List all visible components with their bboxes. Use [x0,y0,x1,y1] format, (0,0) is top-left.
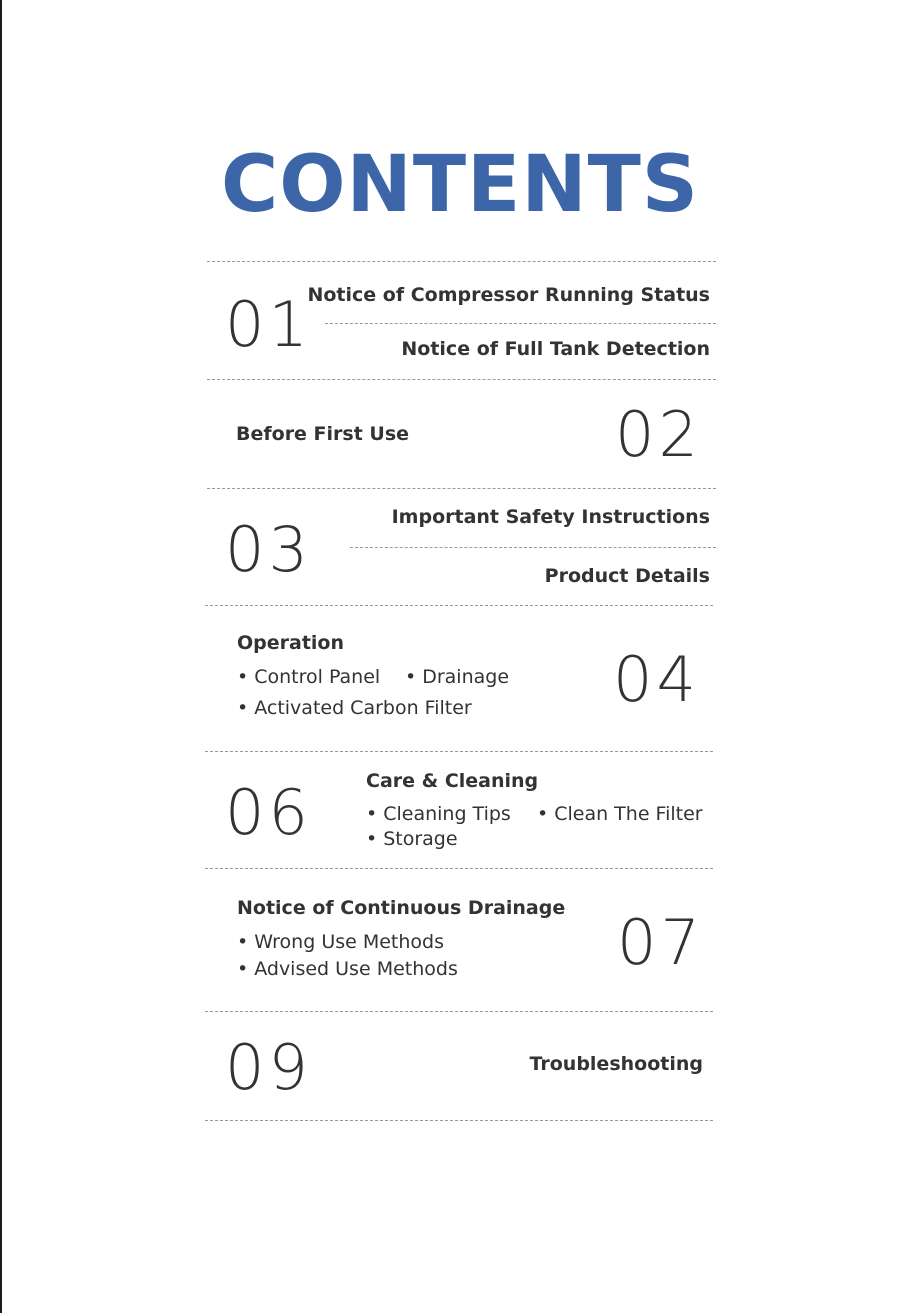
divider [207,488,716,489]
divider [205,868,713,869]
toc-entry-operation[interactable]: Operation [237,632,345,654]
bullet-text: Wrong Use Methods [254,931,445,953]
divider [205,751,713,752]
section-number-01: 01 [225,288,312,361]
section-number-06: 06 [225,776,312,849]
divider [350,547,716,548]
bullet-text: Clean The Filter [554,803,703,825]
toc-entry-product-details[interactable]: Product Details [544,565,710,587]
toc-subentry-storage[interactable] [366,827,458,851]
section-number-04: 04 [613,643,700,716]
bullet-text: Drainage [422,666,510,688]
divider [205,1011,713,1012]
divider [207,379,716,380]
toc-entry-care-cleaning[interactable]: Care & Cleaning [366,770,539,792]
toc-subentry-clean-filter[interactable] [537,802,703,826]
bullet-text: Activated Carbon Filter [254,697,472,719]
divider [207,261,716,262]
divider [205,605,713,606]
page-title: CONTENTS [221,140,699,230]
toc-subentry-control-panel[interactable] [237,665,380,689]
bullet-text: Storage [383,828,458,850]
toc-subentry-wrong-use[interactable] [237,930,444,954]
bullet-text: Control Panel [254,666,381,688]
toc-subentry-drainage[interactable] [405,665,509,689]
toc-entry-compressor-status[interactable]: Notice of Compressor Running Status [307,284,710,306]
section-number-07: 07 [617,906,704,979]
bullet-text: Advised Use Methods [254,958,458,980]
toc-entry-before-first-use[interactable]: Before First Use [236,423,410,445]
section-number-09: 09 [225,1031,312,1104]
toc-subentry-cleaning-tips[interactable] [366,802,511,826]
toc-subentry-carbon-filter[interactable] [237,696,472,720]
toc-entry-continuous-drainage[interactable]: Notice of Continuous Drainage [237,897,566,919]
section-number-03: 03 [225,513,312,586]
bullet-text: Cleaning Tips [383,803,511,825]
divider [205,1120,713,1121]
toc-entry-full-tank[interactable]: Notice of Full Tank Detection [401,338,710,360]
section-number-02: 02 [615,398,702,471]
toc-subentry-advised-use[interactable] [237,957,458,981]
toc-entry-safety-instructions[interactable]: Important Safety Instructions [391,506,710,528]
divider [325,323,716,324]
toc-entry-troubleshooting[interactable]: Troubleshooting [529,1053,703,1075]
